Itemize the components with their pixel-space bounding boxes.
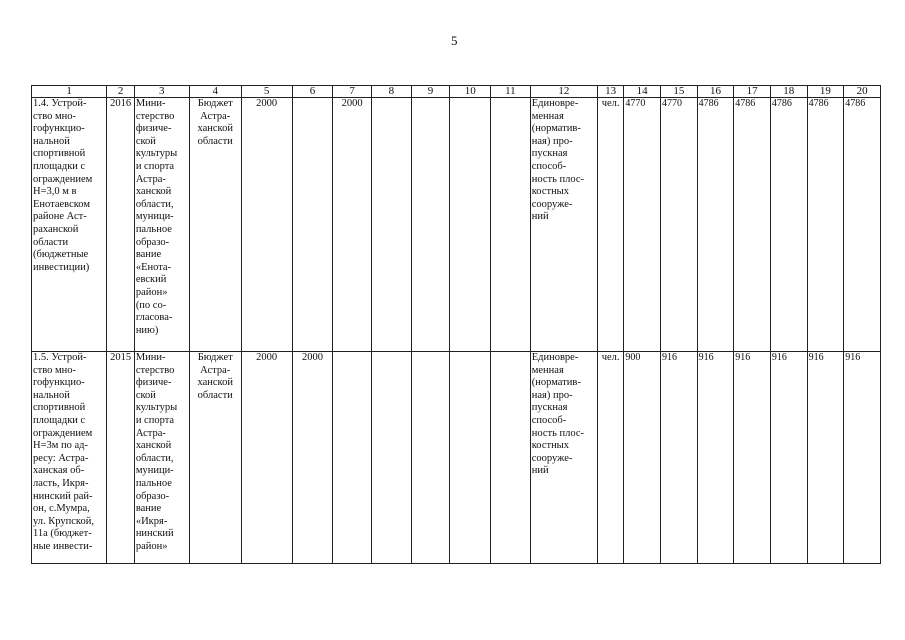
program-table xyxy=(31,85,881,564)
amount-cell xyxy=(292,98,333,352)
indicator-value-cell: 4786 xyxy=(770,98,807,352)
table-row xyxy=(32,98,881,352)
indicator-value-cell: 916 xyxy=(697,352,734,564)
indicator-value-cell: 916 xyxy=(734,352,771,564)
indicator-value-cell: 916 xyxy=(661,352,698,564)
col-header: 5 xyxy=(241,86,292,98)
indicator-value-cell: 916 xyxy=(807,352,844,564)
amount-cell xyxy=(371,352,411,564)
col-header: 4 xyxy=(189,86,241,98)
col-header: 9 xyxy=(411,86,450,98)
col-header: 11 xyxy=(491,86,531,98)
amount-cell xyxy=(491,98,531,352)
amount-cell xyxy=(411,352,450,564)
col-header: 20 xyxy=(844,86,881,98)
amount-cell xyxy=(411,98,450,352)
amount-cell xyxy=(491,352,531,564)
amount-cell: 2000 xyxy=(333,98,372,352)
page-number: 5 xyxy=(451,33,458,48)
col-header: 10 xyxy=(450,86,491,98)
indicator-value-cell: 4786 xyxy=(844,98,881,352)
measure-name-cell: 1.5. Устрой- ство мно- гофункцио- нальной спортивной площадки с ограждением Н=3м по ад- ресу: Астра- ханская об- ласть, Икря- нинский рай- он, с.Мумра, ул. Крупской, 11а (бюджет- ные инвести- xyxy=(32,352,107,564)
table-row xyxy=(32,352,881,564)
year-cell: 2016 xyxy=(107,98,134,352)
indicator-value-cell: 4786 xyxy=(734,98,771,352)
col-header: 3 xyxy=(134,86,189,98)
funding-source-cell: Бюджет Астра- ханской области xyxy=(189,352,241,564)
col-header: 15 xyxy=(661,86,698,98)
indicator-value-cell: 916 xyxy=(770,352,807,564)
executor-cell: Мини- стерство физиче- ской культуры и спорта Астра- ханской области, муници- пальное образо- вание «Икря- нинский район» xyxy=(134,352,189,564)
funding-source-cell: Бюджет Астра- ханской области xyxy=(189,98,241,352)
col-header: 18 xyxy=(770,86,807,98)
indicator-cell: Единовре- менная (норматив- ная) про- пускная способ- ность плос- костных сооруже- ний xyxy=(530,352,597,564)
measure-name-cell: 1.4. Устрой- ство мно- гофункцио- нальной спортивной площадки с ограждением Н=3,0 м в Енотаевском районе Аст- раханской области (бюджетные инвестиции) xyxy=(32,98,107,352)
amount-cell xyxy=(371,98,411,352)
col-header: 14 xyxy=(624,86,661,98)
indicator-value-cell: 900 xyxy=(624,352,661,564)
total-amount-cell: 2000 xyxy=(241,352,292,564)
unit-cell: чел. xyxy=(597,352,623,564)
col-header: 16 xyxy=(697,86,734,98)
unit-cell: чел. xyxy=(597,98,623,352)
amount-cell xyxy=(450,98,491,352)
col-header: 19 xyxy=(807,86,844,98)
indicator-cell: Единовре- менная (норматив- ная) про- пускная способ- ность плос- костных сооруже- ний xyxy=(530,98,597,352)
indicator-value-cell: 4786 xyxy=(807,98,844,352)
executor-cell: Мини- стерство физиче- ской культуры и спорта Астра- ханской области, муници- пальное образо- вание «Енота- евский район» (по со- гласова- нию) xyxy=(134,98,189,352)
amount-cell xyxy=(333,352,372,564)
indicator-value-cell: 4786 xyxy=(697,98,734,352)
year-cell: 2015 xyxy=(107,352,134,564)
col-header: 7 xyxy=(333,86,372,98)
col-header: 6 xyxy=(292,86,333,98)
col-header: 8 xyxy=(371,86,411,98)
header-row xyxy=(32,86,881,98)
indicator-value-cell: 916 xyxy=(844,352,881,564)
amount-cell xyxy=(450,352,491,564)
col-header: 17 xyxy=(734,86,771,98)
col-header: 12 xyxy=(530,86,597,98)
total-amount-cell: 2000 xyxy=(241,98,292,352)
col-header: 2 xyxy=(107,86,134,98)
col-header: 1 xyxy=(32,86,107,98)
col-header: 13 xyxy=(597,86,623,98)
amount-cell: 2000 xyxy=(292,352,333,564)
indicator-value-cell: 4770 xyxy=(624,98,661,352)
indicator-value-cell: 4770 xyxy=(661,98,698,352)
